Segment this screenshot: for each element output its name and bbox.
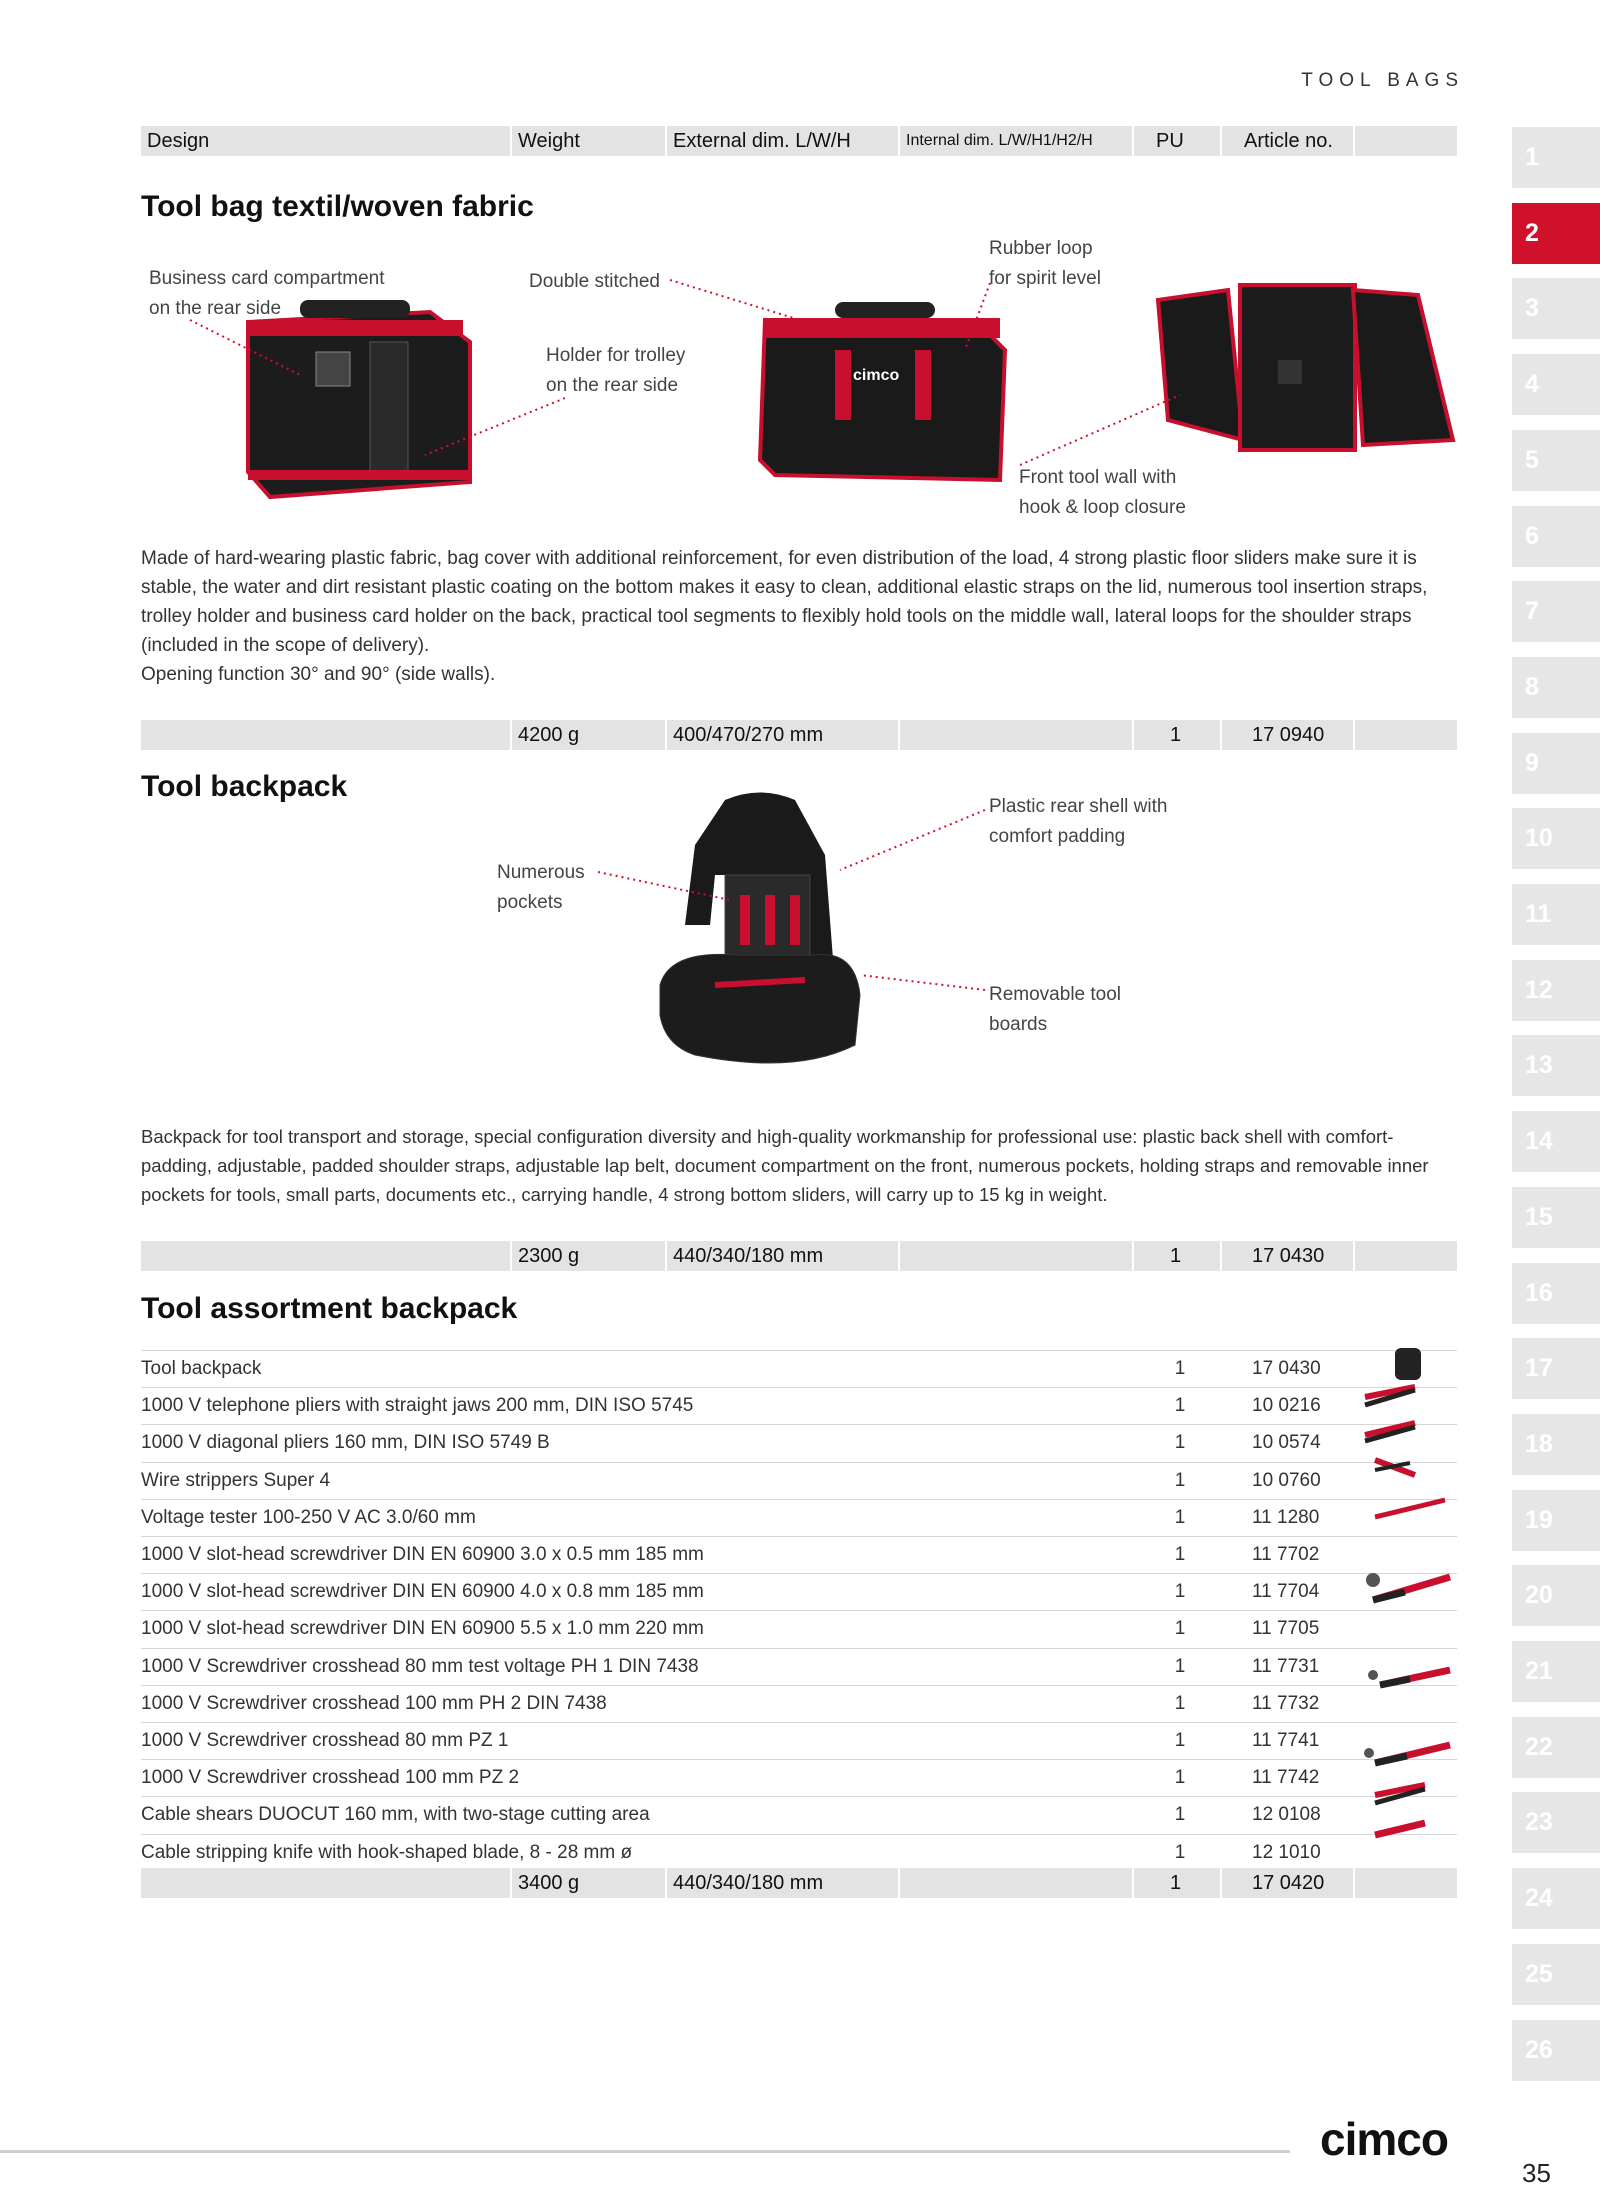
spec-article: 17 0420 [1220,1868,1324,1898]
item-name: 1000 V slot-head screwdriver DIN EN 60900 3.0 x 0.5 mm 185 mm [141,1544,704,1565]
col-weight: Weight [510,126,580,156]
item-pu: 1 [1174,1469,1186,1491]
item-name: 1000 V slot-head screwdriver DIN EN 60900 5.5 x 1.0 mm 220 mm [141,1618,704,1640]
tab-label: 6 [1525,521,1539,550]
list-item [141,1536,1457,1574]
callout-removable-boards: Removable tool boards [989,984,1122,1035]
item-name: Cable shears DUOCUT 160 mm, with two-stage cutting area [141,1804,650,1826]
tab-label: 4 [1525,370,1539,399]
item-name: Cable stripping knife with hook-shaped blade, 8 - 28 mm ø [141,1841,633,1863]
tab-label: 1 [1525,143,1539,171]
callout-double-stitched: Double stitched [529,271,660,292]
item-article: 11 7704 [1252,1581,1320,1603]
tab-label: 15 [1525,1202,1553,1231]
tab-chapter-26[interactable] [1512,2020,1600,2081]
tab-chapter-25[interactable] [1512,1944,1600,2005]
col-pu: PU [1132,126,1184,156]
spec-image-cell [1353,1241,1357,1271]
item-name: Voltage tester 100-250 V AC 3.0/60 mm [141,1506,476,1528]
product-title: Tool assortment backpack [141,1292,518,1325]
spec-row [141,1868,1457,1898]
tab-chapter-15[interactable] [1512,1187,1600,1248]
item-article: 11 7732 [1252,1692,1320,1714]
tab-chapter-3[interactable] [1512,278,1600,339]
item-article: 17 0430 [1252,1358,1321,1379]
item-article: 10 0574 [1252,1432,1321,1454]
item-article: 11 7705 [1252,1618,1320,1640]
spec-pu: 1 [1132,1241,1181,1271]
tab-chapter-4[interactable] [1512,354,1600,415]
spec-internal [898,1868,902,1898]
wire-stripper-thumb-icon [1375,1460,1415,1475]
list-item [141,1834,1457,1872]
list-item [141,1350,1457,1388]
list-item [141,1722,1457,1760]
tab-chapter-20[interactable] [1512,1565,1600,1626]
item-article: 11 1280 [1252,1506,1320,1528]
backpack-thumb-icon [1395,1348,1421,1380]
pz-screwdriver-thumb-icon [1364,1745,1450,1763]
item-pu: 1 [1174,1506,1186,1528]
item-pu: 1 [1174,1432,1186,1454]
item-name: 1000 V Screwdriver crosshead 80 mm PZ 1 [141,1730,509,1751]
tab-chapter-7[interactable] [1512,581,1600,642]
col-internal-dim: Internal dim. L/W/H1/H2/H [898,126,1093,156]
item-name: 1000 V telephone pliers with straight jaws 200 mm, DIN ISO 5745 [141,1395,694,1417]
item-name: 1000 V diagonal pliers 160 mm, DIN ISO 5749 B [141,1432,550,1454]
tab-label: 2 [1525,218,1539,247]
tab-label: 18 [1525,1429,1553,1458]
item-article: 11 7702 [1252,1544,1320,1565]
spec-internal [898,1241,902,1271]
spec-row [141,720,1457,750]
item-pu: 1 [1174,1544,1186,1565]
tab-label: 9 [1525,748,1539,777]
tab-chapter-21[interactable] [1512,1641,1600,1702]
item-pu: 1 [1174,1767,1186,1789]
tab-chapter-16[interactable] [1512,1263,1600,1324]
tab-chapter-13[interactable] [1512,1035,1600,1096]
spec-weight: 4200 g [510,720,579,750]
item-name: 1000 V Screwdriver crosshead 100 mm PH 2 DIN 7438 [141,1692,607,1714]
tab-chapter-12[interactable] [1512,960,1600,1021]
tab-chapter-23[interactable] [1512,1792,1600,1853]
tab-label: 24 [1525,1884,1553,1913]
tab-label: 20 [1525,1581,1553,1610]
item-pu: 1 [1174,1730,1186,1751]
tab-label: 7 [1525,597,1539,626]
tab-label: 25 [1525,1959,1553,1988]
item-name: 1000 V slot-head screwdriver DIN EN 60900 4.0 x 0.8 mm 185 mm [141,1581,704,1603]
tab-label: 3 [1525,294,1539,323]
tab-chapter-14[interactable] [1512,1111,1600,1172]
col-article-no: Article no. [1220,126,1333,156]
page-number: 35 [1522,2158,1551,2188]
list-item [141,1573,1457,1611]
spec-pu: 1 [1132,1868,1181,1898]
tab-label: 21 [1525,1657,1553,1685]
product-description: Backpack for tool transport and storage, special configuration diversity and high-quality workmanship for professional use: plastic back shell with comfort-padding, adjustable, padded shoulder straps, adjustable lap belt, document compartment on the front, numerous pockets, holding straps and removable inner pockets for tools, small parts, documents etc., carrying handle, 4 strong bottom sliders, will carry up to 15 kg in weight. [141,1126,1429,1205]
spec-image-cell [1353,720,1357,750]
item-pu: 1 [1174,1655,1186,1677]
product-title: Tool bag textil/woven fabric [141,190,534,223]
spec-row [141,1241,1457,1271]
pliers-thumb-icon [1365,1387,1415,1405]
tab-label: 26 [1525,2035,1553,2064]
spec-weight: 3400 g [510,1868,579,1898]
item-article: 10 0760 [1252,1469,1321,1491]
tab-chapter-5[interactable] [1512,430,1600,491]
tab-label: 23 [1525,1808,1553,1837]
tab-label: 13 [1525,1051,1553,1080]
item-name: Tool backpack [141,1358,262,1379]
spec-external: 400/470/270 mm [665,720,823,750]
tab-chapter-19[interactable] [1512,1490,1600,1551]
bag-logo: cimco [853,367,900,384]
tab-chapter-2[interactable] [1512,203,1600,264]
list-item [141,1387,1457,1425]
item-name: 1000 V Screwdriver crosshead 100 mm PZ 2 [141,1767,520,1789]
spec-image-cell [1353,1868,1357,1898]
item-pu: 1 [1174,1692,1186,1714]
callout-plastic-shell: Plastic rear shell with comfort padding [989,796,1168,847]
tab-chapter-17[interactable] [1512,1338,1600,1399]
spec-external: 440/340/180 mm [665,1868,823,1898]
item-pu: 1 [1174,1804,1186,1826]
voltage-tester-thumb-icon [1375,1500,1445,1517]
ph-screwdriver-thumb-icon [1368,1670,1450,1685]
spec-external: 440/340/180 mm [665,1241,823,1271]
list-item [141,1424,1457,1462]
tab-chapter-8[interactable] [1512,657,1600,718]
item-name: 1000 V Screwdriver crosshead 80 mm test voltage PH 1 DIN 7438 [141,1655,699,1677]
list-item [141,1759,1457,1797]
callout-holder-trolley: Holder for trolley on the rear side [546,345,686,396]
tab-label: 10 [1525,824,1553,853]
tab-chapter-24[interactable] [1512,1868,1600,1929]
item-article: 11 7742 [1252,1767,1320,1789]
tab-label: 16 [1525,1278,1553,1307]
tab-label: 8 [1525,672,1539,701]
tab-chapter-1[interactable] [1512,127,1600,188]
footer-rule [0,2150,1290,2153]
col-external-dim: External dim. L/W/H [665,126,851,156]
tab-chapter-22[interactable] [1512,1717,1600,1778]
item-article: 10 0216 [1252,1395,1321,1417]
callout-front-wall: Front tool wall with hook & loop closure [1019,467,1186,518]
slot-screwdriver-thumb-icon [1366,1573,1450,1600]
list-item [141,1685,1457,1723]
tab-label: 22 [1525,1732,1553,1761]
item-pu: 1 [1174,1618,1186,1640]
item-pu: 1 [1174,1395,1186,1417]
tab-chapter-9[interactable] [1512,733,1600,794]
list-item [141,1648,1457,1686]
tab-label: 11 [1525,900,1552,928]
tab-chapter-10[interactable] [1512,808,1600,869]
tool-thumbnails [1355,1345,1460,1845]
cable-shears-thumb-icon [1375,1785,1425,1803]
spec-pu: 1 [1132,720,1181,750]
tab-label: 5 [1525,445,1539,474]
callout-business-card: Business card compartment on the rear side [149,268,385,319]
list-item [141,1610,1457,1648]
spec-weight: 2300 g [510,1241,579,1271]
product-title: Tool backpack [141,770,348,803]
item-article: 12 1010 [1252,1841,1321,1863]
tab-chapter-18[interactable] [1512,1414,1600,1475]
item-pu: 1 [1174,1841,1186,1863]
callout-numerous-pockets: Numerous pockets [497,862,585,913]
item-article: 11 7741 [1252,1730,1320,1751]
spec-article: 17 0430 [1220,1241,1324,1271]
list-item [141,1796,1457,1834]
tab-label: 12 [1525,975,1553,1004]
item-pu: 1 [1174,1581,1186,1603]
product-description: Made of hard-wearing plastic fabric, bag cover with additional reinforcement, for even distribution of the load, 4 strong plastic floor sliders make sure it is stable, the water and dirt resistant plastic coating on the bottom makes it easy to clean, additional elastic straps on the lid, numerous tool insertion straps, trolley holder and business card holder on the back, practical tool segments to flexibly hold tools on the middle wall, lateral loops for the shoulder straps (included in the scope of delivery). [141,548,1428,656]
tab-chapter-6[interactable] [1512,506,1600,567]
item-pu: 1 [1174,1358,1186,1379]
callout-rubber-loop: Rubber loop for spirit level [989,238,1101,289]
section-title: TOOL BAGS [1301,70,1464,91]
tab-chapter-11[interactable] [1512,884,1600,945]
spec-internal [898,720,902,750]
list-item [141,1499,1457,1537]
item-name: Wire strippers Super 4 [141,1469,331,1491]
col-design: Design [147,129,210,152]
stripping-knife-thumb-icon [1375,1823,1425,1835]
item-article: 12 0108 [1252,1804,1321,1826]
tab-label: 19 [1525,1505,1553,1534]
diagonal-pliers-thumb-icon [1365,1423,1415,1441]
tab-label: 17 [1525,1354,1553,1383]
list-item [141,1462,1457,1500]
product1-callout-lines [0,0,1600,560]
item-article: 11 7731 [1252,1655,1320,1677]
tab-label: 14 [1525,1127,1553,1156]
product2-callout-lines [0,760,1600,1060]
product-opening-note: Opening function 30° and 90° (side walls). [141,664,496,685]
spec-article: 17 0940 [1220,720,1324,750]
cimco-logo: cimco [1320,2113,1448,2165]
